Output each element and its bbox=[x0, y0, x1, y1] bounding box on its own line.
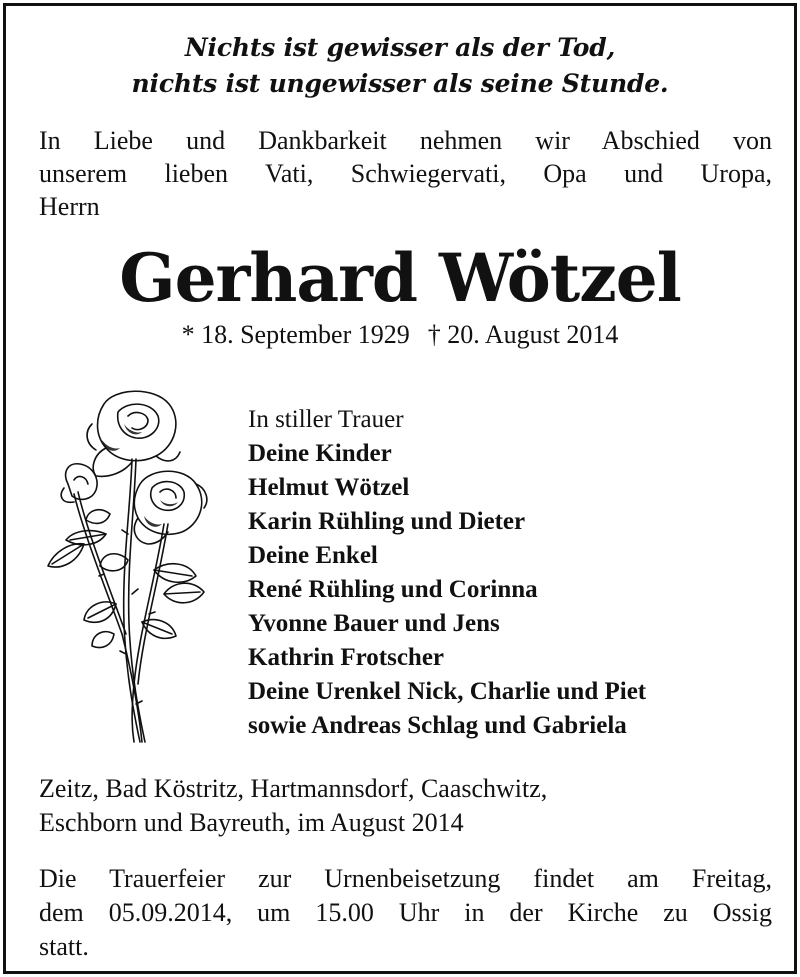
mourner-line: Deine Kinder bbox=[248, 440, 392, 467]
mourner-line: Kathrin Frotscher bbox=[248, 644, 445, 671]
obituary-notice bbox=[3, 3, 797, 974]
birth-date: * 18. September 1929 bbox=[181, 320, 410, 349]
mourners-list bbox=[248, 403, 646, 743]
mourners-heading: In stiller Trauer bbox=[248, 406, 404, 433]
intro-line-3: Herrn bbox=[39, 192, 100, 221]
death-date: † 20. August 2014 bbox=[427, 320, 619, 349]
intro-line-2: unserem lieben Vati, Schwiegervati, Opa und Uropa, bbox=[39, 159, 772, 188]
mourner-line: Yvonne Bauer und Jens bbox=[248, 610, 500, 637]
motto bbox=[6, 30, 794, 102]
mourner-line: René Rühling und Corinna bbox=[248, 576, 538, 603]
motto-line-1: Nichts ist gewisser als der Tod, bbox=[184, 33, 616, 62]
service-line-3: statt. bbox=[39, 932, 89, 961]
mourner-line: Deine Enkel bbox=[248, 542, 378, 569]
motto-line-2: nichts ist ungewisser als seine Stunde. bbox=[131, 69, 669, 98]
place-line-2: Eschborn und Bayreuth, im August 2014 bbox=[39, 808, 464, 837]
intro-line-1: In Liebe und Dankbarkeit nehmen wir Abschied von bbox=[39, 126, 772, 155]
intro-text bbox=[39, 124, 772, 223]
place-line-1: Zeitz, Bad Köstritz, Hartmannsdorf, Caaschwitz, bbox=[39, 774, 548, 803]
mourner-line: sowie Andreas Schlag und Gabriela bbox=[248, 712, 627, 739]
mourner-line: Deine Urenkel Nick, Charlie und Piet bbox=[248, 678, 647, 705]
funeral-service-notice bbox=[39, 862, 772, 964]
deceased-name: Gerhard Wötzel bbox=[119, 239, 681, 317]
mourner-line: Helmut Wötzel bbox=[248, 474, 410, 501]
service-line-2: dem 05.09.2014, um 15.00 Uhr in der Kirche zu Ossig bbox=[39, 898, 772, 927]
life-dates bbox=[6, 319, 794, 351]
place-and-date bbox=[39, 772, 547, 840]
rose-bouquet-icon bbox=[44, 384, 214, 749]
service-line-1: Die Trauerfeier zur Urnenbeisetzung findet am Freitag, bbox=[39, 864, 772, 893]
mourner-line: Karin Rühling und Dieter bbox=[248, 508, 526, 535]
